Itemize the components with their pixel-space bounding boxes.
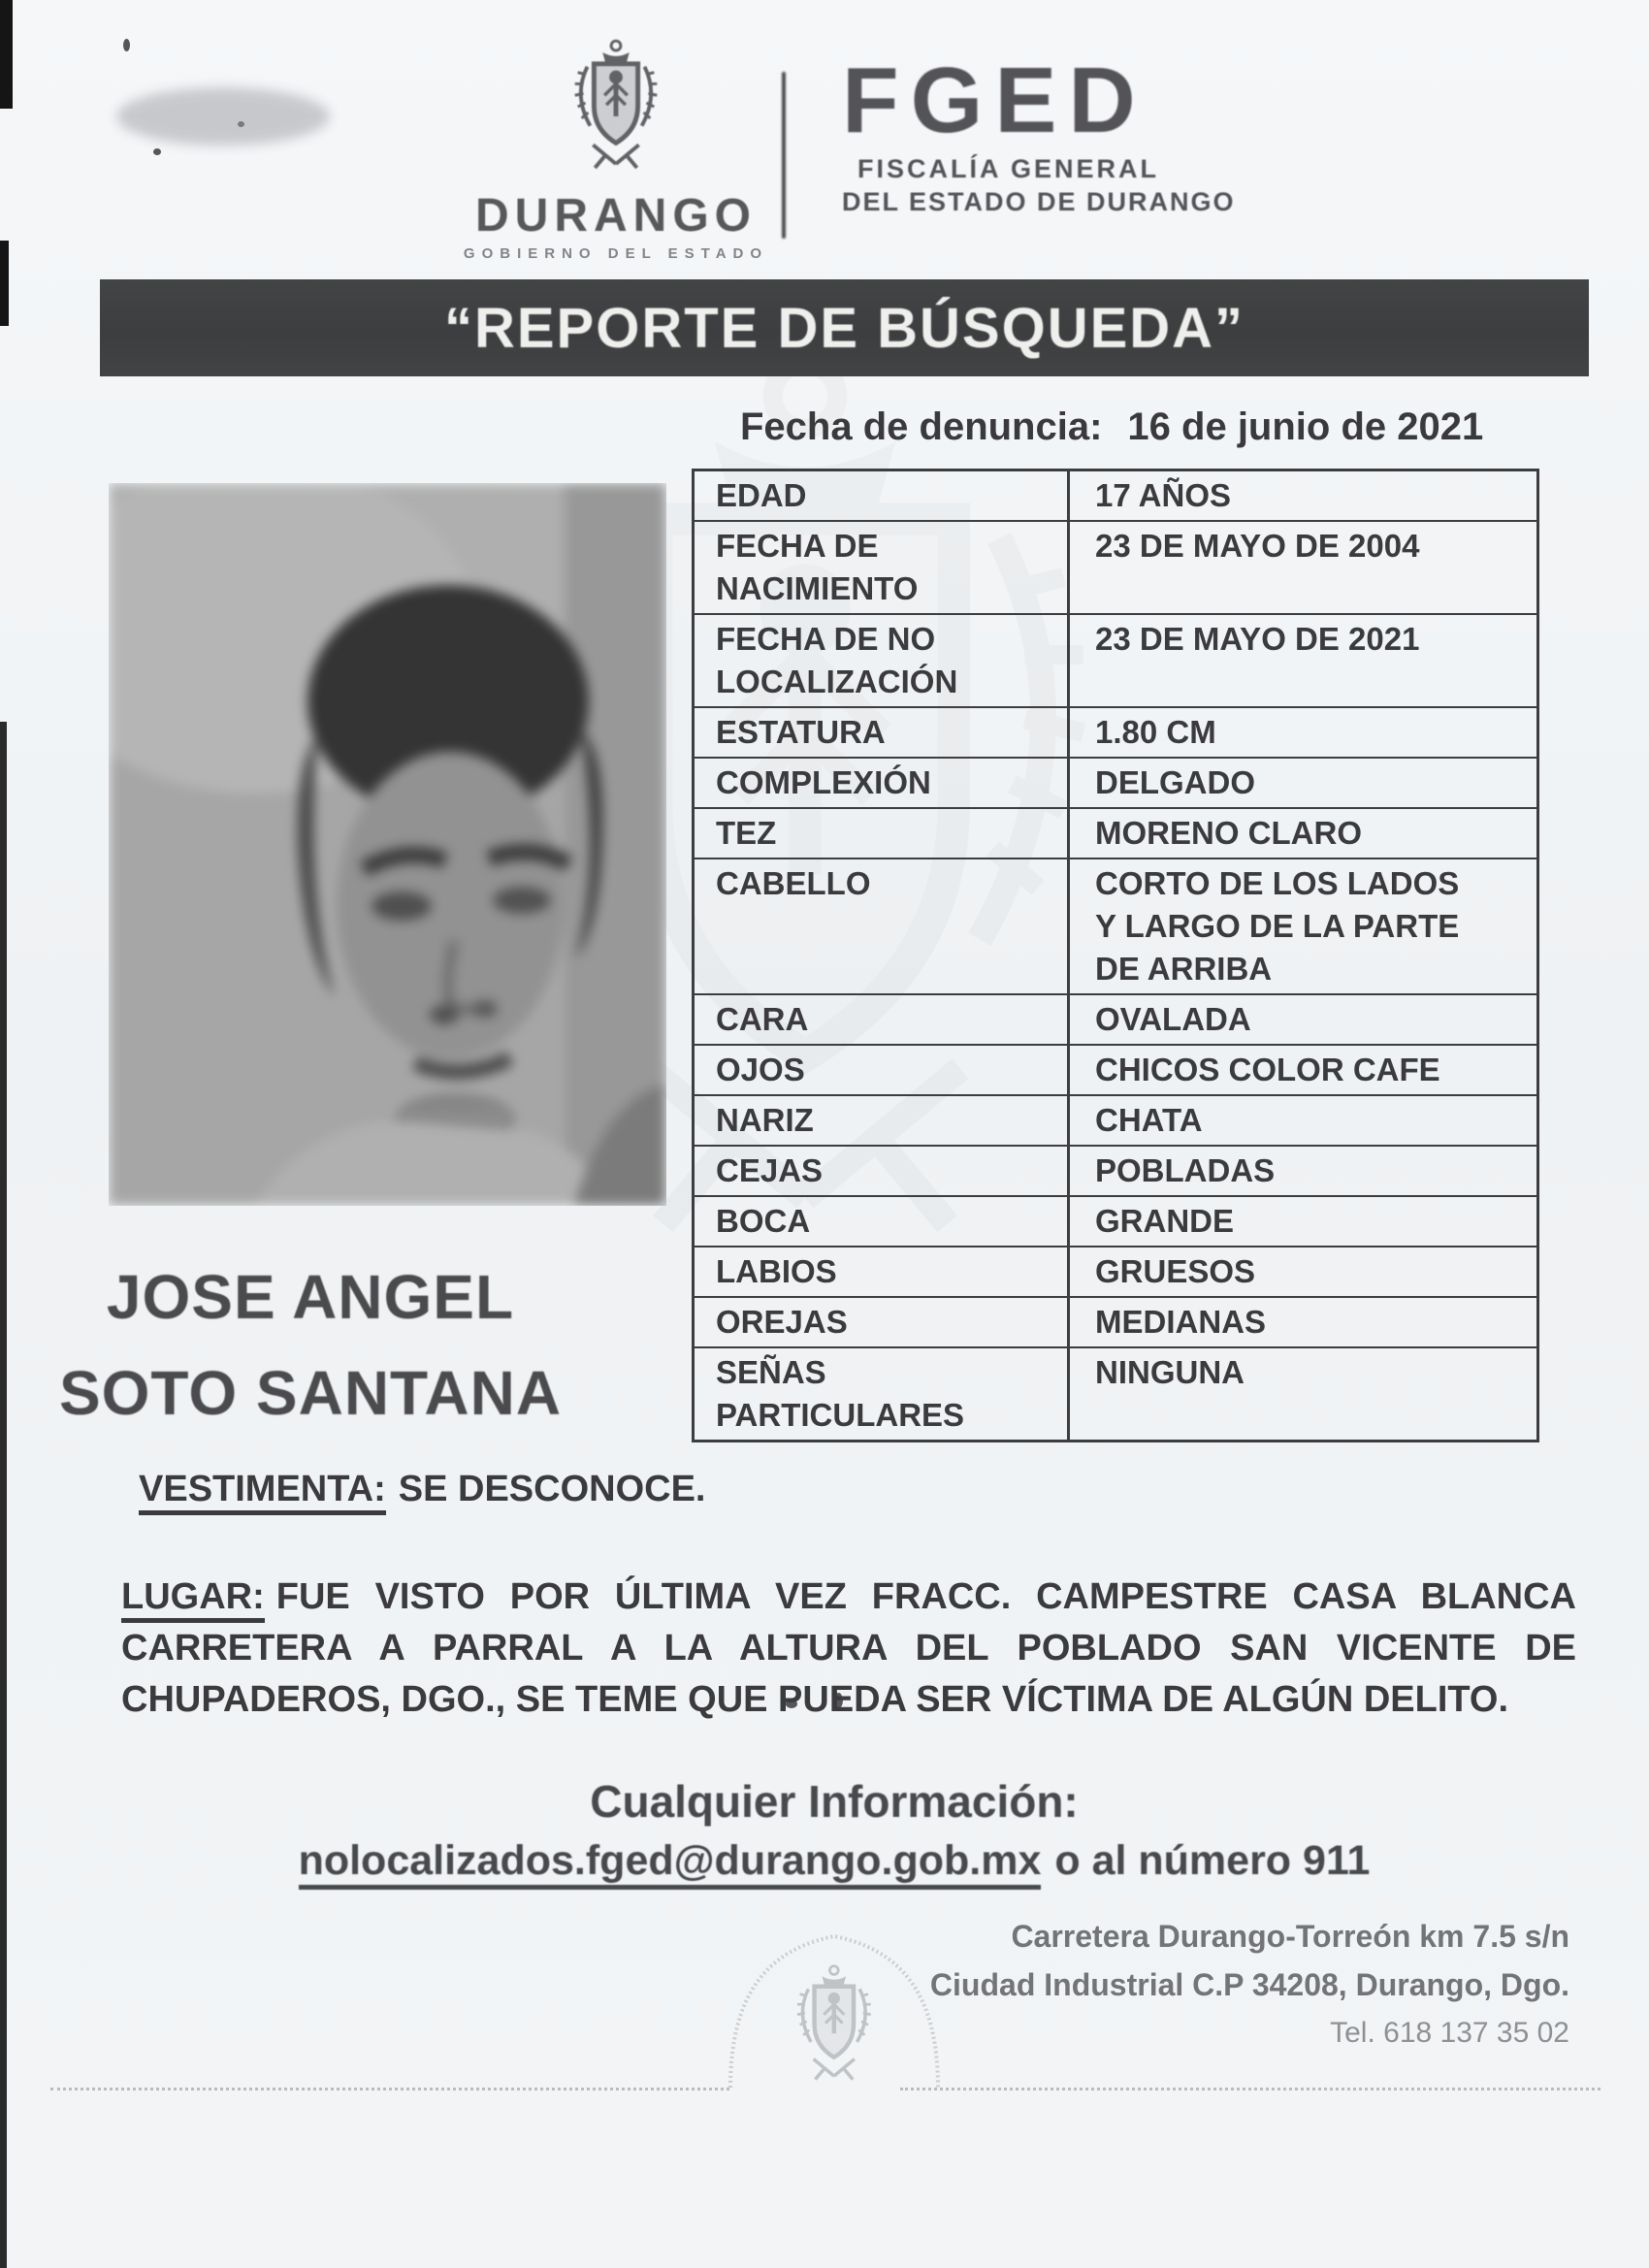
field-value: POBLADAS	[1095, 1152, 1276, 1188]
missing-person-photo	[109, 483, 666, 1206]
report-banner	[100, 279, 1589, 376]
field-label: FECHA DE NO LOCALIZACIÓN	[716, 621, 958, 699]
field-value: 23 DE MAYO DE 2004	[1095, 528, 1420, 564]
field-label: CEJAS	[716, 1152, 824, 1188]
field-value: NINGUNA	[1095, 1354, 1245, 1390]
field-label: NARIZ	[716, 1102, 814, 1138]
table-row	[695, 759, 1536, 809]
report-title: “REPORTE DE BÚSQUEDA”	[443, 296, 1245, 360]
fold-line	[900, 2088, 1600, 2090]
details-table	[692, 469, 1539, 1442]
table-row	[695, 1197, 1536, 1247]
field-label: COMPLEXIÓN	[716, 764, 931, 800]
person-name	[48, 1249, 572, 1442]
footer-phone: Tel. 618 137 35 02	[1330, 2017, 1569, 2049]
durango-subtitle: GOBIERNO DEL ESTADO	[463, 245, 769, 262]
footer-address-line1: Carretera Durango-Torreón km 7.5 s/n	[1011, 1919, 1569, 1954]
field-value: MORENO CLARO	[1095, 815, 1362, 851]
footer-address-line2: Ciudad Industrial C.P 34208, Durango, Dgo.	[929, 1967, 1569, 2002]
durango-government-logo	[407, 37, 824, 262]
denuncia-date-line	[740, 405, 1483, 449]
scan-edge-artifact	[0, 722, 7, 2268]
field-value: 23 DE MAYO DE 2021	[1095, 621, 1420, 657]
lugar-paragraph	[121, 1571, 1576, 1726]
field-label: ESTATURA	[716, 714, 886, 750]
table-row	[695, 859, 1536, 995]
field-label: LABIOS	[716, 1253, 837, 1289]
table-row	[695, 471, 1536, 522]
field-value: DELGADO	[1095, 764, 1255, 800]
durango-crest-icon	[559, 37, 673, 182]
lugar-text: FUE VISTO POR ÚLTIMA VEZ FRACC. CAMPESTRE CASA BLANCA CARRETERA A PARRAL A LA ALTURA DEL POBLADO SAN VICENTE DE CHUPADEROS, DGO., SE TEME QUE PUEDA SER VÍCTIMA DE ALGÚN DELITO.	[121, 1576, 1576, 1720]
field-value: CORTO DE LOS LADOS Y LARGO DE LA PARTE DE ARRIBA	[1095, 865, 1460, 987]
table-row	[695, 1046, 1536, 1096]
field-label: EDAD	[716, 477, 807, 513]
contact-phone-suffix: o al número 911	[1054, 1837, 1371, 1884]
fged-acronym: FGED	[842, 49, 1148, 152]
footer-address	[930, 1919, 1569, 2050]
table-row	[695, 522, 1536, 615]
contact-heading: Cualquier Información:	[590, 1776, 1079, 1827]
scan-edge-artifact	[0, 241, 9, 326]
contact-block	[97, 1775, 1571, 1885]
field-value: GRUESOS	[1095, 1253, 1256, 1289]
vestimenta-label: VESTIMENTA:	[139, 1469, 386, 1515]
person-name-line1: JOSE ANGEL	[106, 1262, 515, 1332]
field-value: 1.80 CM	[1095, 714, 1216, 750]
table-row	[695, 708, 1536, 759]
lugar-label: LUGAR:	[121, 1576, 265, 1623]
contact-line	[97, 1837, 1571, 1885]
fged-logo	[842, 49, 1385, 217]
field-label: BOCA	[716, 1203, 811, 1239]
scan-speck	[153, 148, 161, 155]
field-label: TEZ	[716, 815, 777, 851]
fged-subtitle-line2: DEL ESTADO DE DURANGO	[842, 187, 1236, 217]
table-row	[695, 995, 1536, 1046]
table-row	[695, 1147, 1536, 1197]
vestimenta-value: SE DESCONOCE.	[398, 1469, 706, 1509]
field-label: CABELLO	[716, 865, 871, 901]
scan-smudge	[116, 87, 330, 146]
table-row	[695, 1247, 1536, 1298]
field-label: OREJAS	[716, 1304, 848, 1340]
fold-line	[50, 2088, 729, 2090]
field-value: 17 AÑOS	[1095, 477, 1231, 513]
field-label: OJOS	[716, 1052, 805, 1087]
field-value: OVALADA	[1095, 1001, 1251, 1037]
table-row	[695, 1298, 1536, 1348]
fged-subtitle-line1: FISCALÍA GENERAL	[857, 154, 1159, 184]
durango-wordmark: DURANGO	[475, 190, 757, 242]
table-row	[695, 615, 1536, 708]
field-value: MEDIANAS	[1095, 1304, 1267, 1340]
vestimenta-line	[139, 1469, 705, 1510]
person-name-line2: SOTO SANTANA	[58, 1358, 563, 1428]
field-value: CHATA	[1095, 1102, 1203, 1138]
field-label: CARA	[716, 1001, 809, 1037]
table-row	[695, 1096, 1536, 1147]
footer-crest-watermark-icon	[713, 1913, 955, 2107]
field-label: FECHA DE NACIMIENTO	[716, 528, 919, 606]
table-row	[695, 1348, 1536, 1440]
denuncia-date-value: 16 de junio de 2021	[1127, 405, 1484, 448]
field-value: GRANDE	[1095, 1203, 1235, 1239]
scan-edge-artifact	[0, 0, 13, 109]
logo-divider	[782, 72, 786, 239]
denuncia-date-label: Fecha de denuncia:	[740, 405, 1103, 448]
scan-speck	[123, 39, 130, 51]
field-value: CHICOS COLOR CAFE	[1095, 1052, 1440, 1087]
table-row	[695, 809, 1536, 859]
contact-email: nolocalizados.fged@durango.gob.mx	[299, 1837, 1042, 1890]
field-label: SEÑAS PARTICULARES	[716, 1354, 965, 1433]
